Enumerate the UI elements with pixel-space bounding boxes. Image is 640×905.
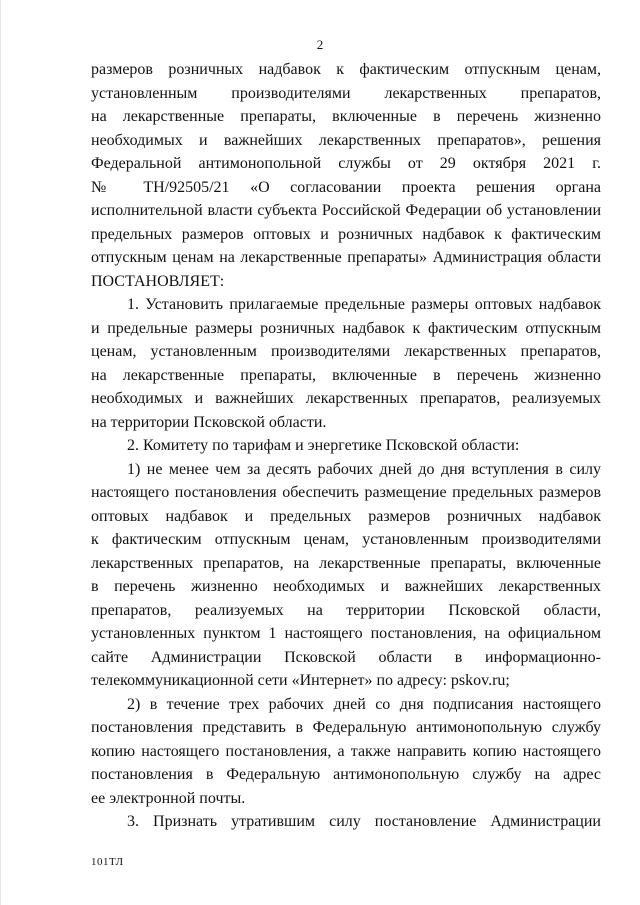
text-line: телекоммуникационной сети «Интернет» по адресу: pskov.ru; [91,672,510,689]
text-line: на лекарственные препараты, включенные в перечень жизненно [91,108,601,125]
subparagraph-2-start: 2) в течение трех рабочих дней со дня подписания настоящего [127,695,601,713]
text-line: препаратов, реализуемых на территории Псковской области, [91,601,601,619]
text-line: оптовых надбавок и предельных размеров розничных надбавок [91,507,601,525]
text-line: необходимых и важнейших лекарственных препаратов», решения [91,131,601,149]
text-line: на лекарственные препараты, включенные в перечень жизненно [91,366,601,384]
text-line: в перечень жизненно необходимых и важнейших лекарственных [91,578,601,595]
text-line: на территории Псковской области. [91,413,327,431]
text-line: к фактическим отпускным ценам, установленным производителями [91,531,601,548]
text-line: лекарственных препаратов, на лекарственные препараты, включенные [91,554,601,572]
text-line: № ТН/92505/21 «О согласовании проекта решения органа [91,178,601,196]
text-line: ее электронной почты. [91,789,246,807]
text-line: постановления в Федеральную антимонопольную службу на адрес [91,766,601,783]
document-code: 101ТЛ [91,856,124,868]
document-body [91,58,601,834]
resolution-heading: ПОСТАНОВЛЯЕТ: [91,272,225,290]
text-line: отпускным ценам на лекарственные препараты» Администрация области [91,249,601,266]
text-line: постановления представить в Федеральную антимонопольную службу [91,719,601,736]
text-line: установленным производителями лекарственных препаратов, [91,84,601,102]
text-line: предельных размеров оптовых и розничных надбавок к фактическим [91,225,601,243]
text-line: необходимых и важнейших лекарственных препаратов, реализуемых [91,390,601,407]
text-line: исполнительной власти субъекта Российской Федерации об установлении [91,202,601,219]
text-line: размеров розничных надбавок к фактическим отпускным ценам, [91,61,601,78]
paragraph-1-start: 1. Установить прилагаемые предельные размеры оптовых надбавок [127,296,601,313]
text-line: ценам, установленным производителями лекарственных препаратов, [91,343,601,360]
text-line: установленных пунктом 1 настоящего постановления, на официальном [91,625,601,642]
text-line: копию настоящего постановления, а также направить копию настоящего [91,742,601,760]
text-line: сайте Администрации Псковской области в информационно- [91,648,601,666]
page-number: 2 [316,37,324,52]
subparagraph-1-start: 1) не менее чем за десять рабочих дней до дня вступления в силу [127,460,601,478]
scan-edge-line [0,0,1,905]
paragraph-2-start: 2. Комитету по тарифам и энергетике Псковской области: [127,437,520,454]
paragraph-3-start: 3. Признать утратившим силу постановление Администрации [127,813,601,830]
text-line: Федеральной антимонопольной службы от 29 октября 2021 г. [91,155,601,172]
text-line: настоящего постановления обеспечить размещение предельных размеров [91,484,601,501]
text-line: и предельные размеры розничных надбавок к фактическим отпускным [91,319,601,337]
